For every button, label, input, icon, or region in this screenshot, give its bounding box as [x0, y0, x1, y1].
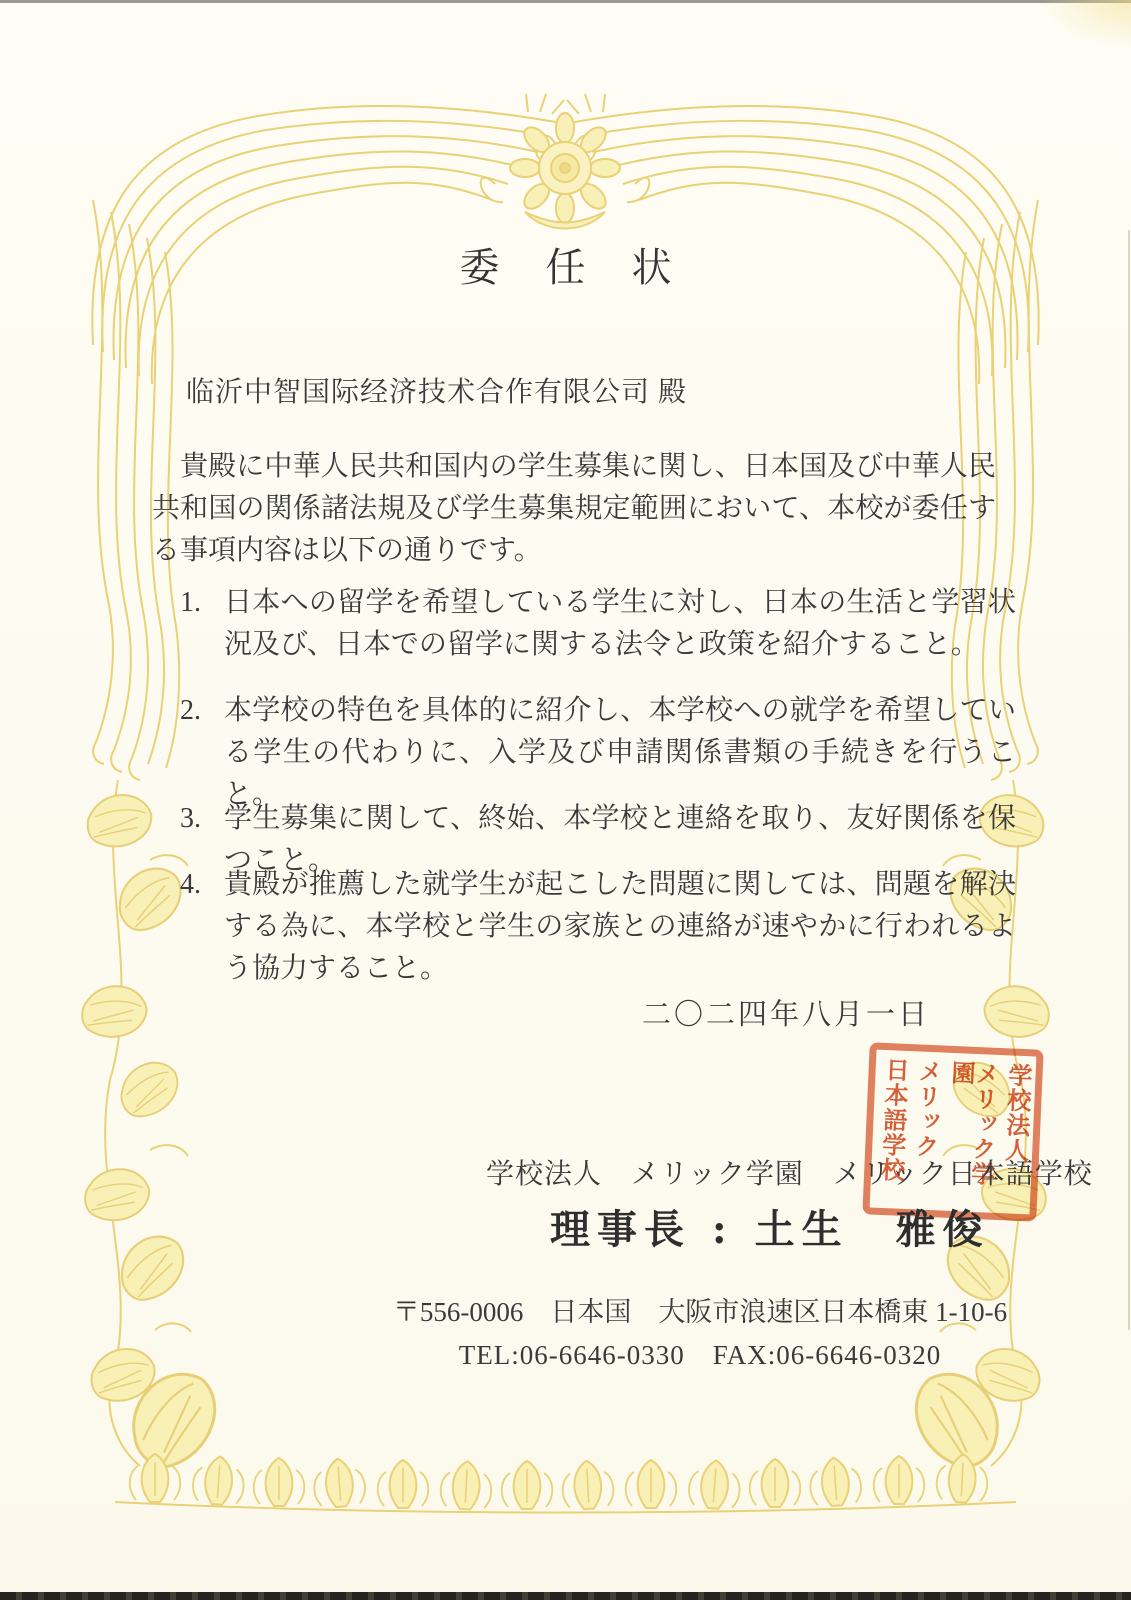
item-number: 1.	[180, 587, 201, 618]
item-number: 2.	[180, 695, 201, 726]
scan-edge-right	[1128, 230, 1130, 1330]
document-title: 委任状	[459, 245, 718, 290]
seal-column: 学校法人	[1000, 1062, 1031, 1164]
item-number: 3.	[180, 803, 201, 834]
address-line: 〒556-0006 日本国 大阪市浪速区日本橋東 1-10-6	[392, 1297, 1008, 1327]
list-item-1	[180, 582, 1016, 666]
item-text: 日本への留学を希望している学生に対し、日本の生活と学習状況及び、日本での留学に関する法令と政策を紹介すること。	[224, 587, 1016, 660]
signer-line: 理事長 : 土生 雅俊	[550, 1206, 990, 1253]
item-text: 貴殿が推薦した就学生が起こした問題に関しては、問題を解決する為に、本学校と学生の家族との連絡が速やかに行われるよう協力すること。	[224, 869, 1016, 984]
date-line: 二〇二四年八月一日	[641, 999, 930, 1031]
item-text: 本学校の特色を具体的に紹介し、本学校への就学を希望している学生の代わりに、入学及び申請関係書類の手続きを行うこと。	[224, 695, 1016, 810]
school-seal-stamp	[862, 1042, 1043, 1221]
seal-column: 日本語学校	[876, 1056, 908, 1183]
seal-column: メリック学園	[946, 1059, 998, 1187]
intro-paragraph: 貴殿に中華人民共和国内の学生募集に関し、日本国及び中華人民共和国の関係諸法規及び学生募集規定範囲において、本校が委任する事項内容は以下の通りです。	[152, 451, 996, 566]
school-name-line: 学校法人 メリック学園 メリック日本語学校	[486, 1159, 1093, 1190]
item-text: 学生募集に関して、終始、本学校と連絡を取り、友好関係を保つこと。	[224, 803, 1016, 876]
item-number: 4.	[180, 869, 201, 900]
tel-fax-line: TEL:06-6646-0330 FAX:06-6646-0320	[458, 1340, 942, 1370]
recipient-line: 临沂中智国际经济技术合作有限公司 殿	[186, 377, 688, 408]
seal-column: メリック	[910, 1058, 941, 1160]
list-item-4	[180, 864, 1016, 990]
scan-edge-bottom	[0, 1592, 1131, 1600]
